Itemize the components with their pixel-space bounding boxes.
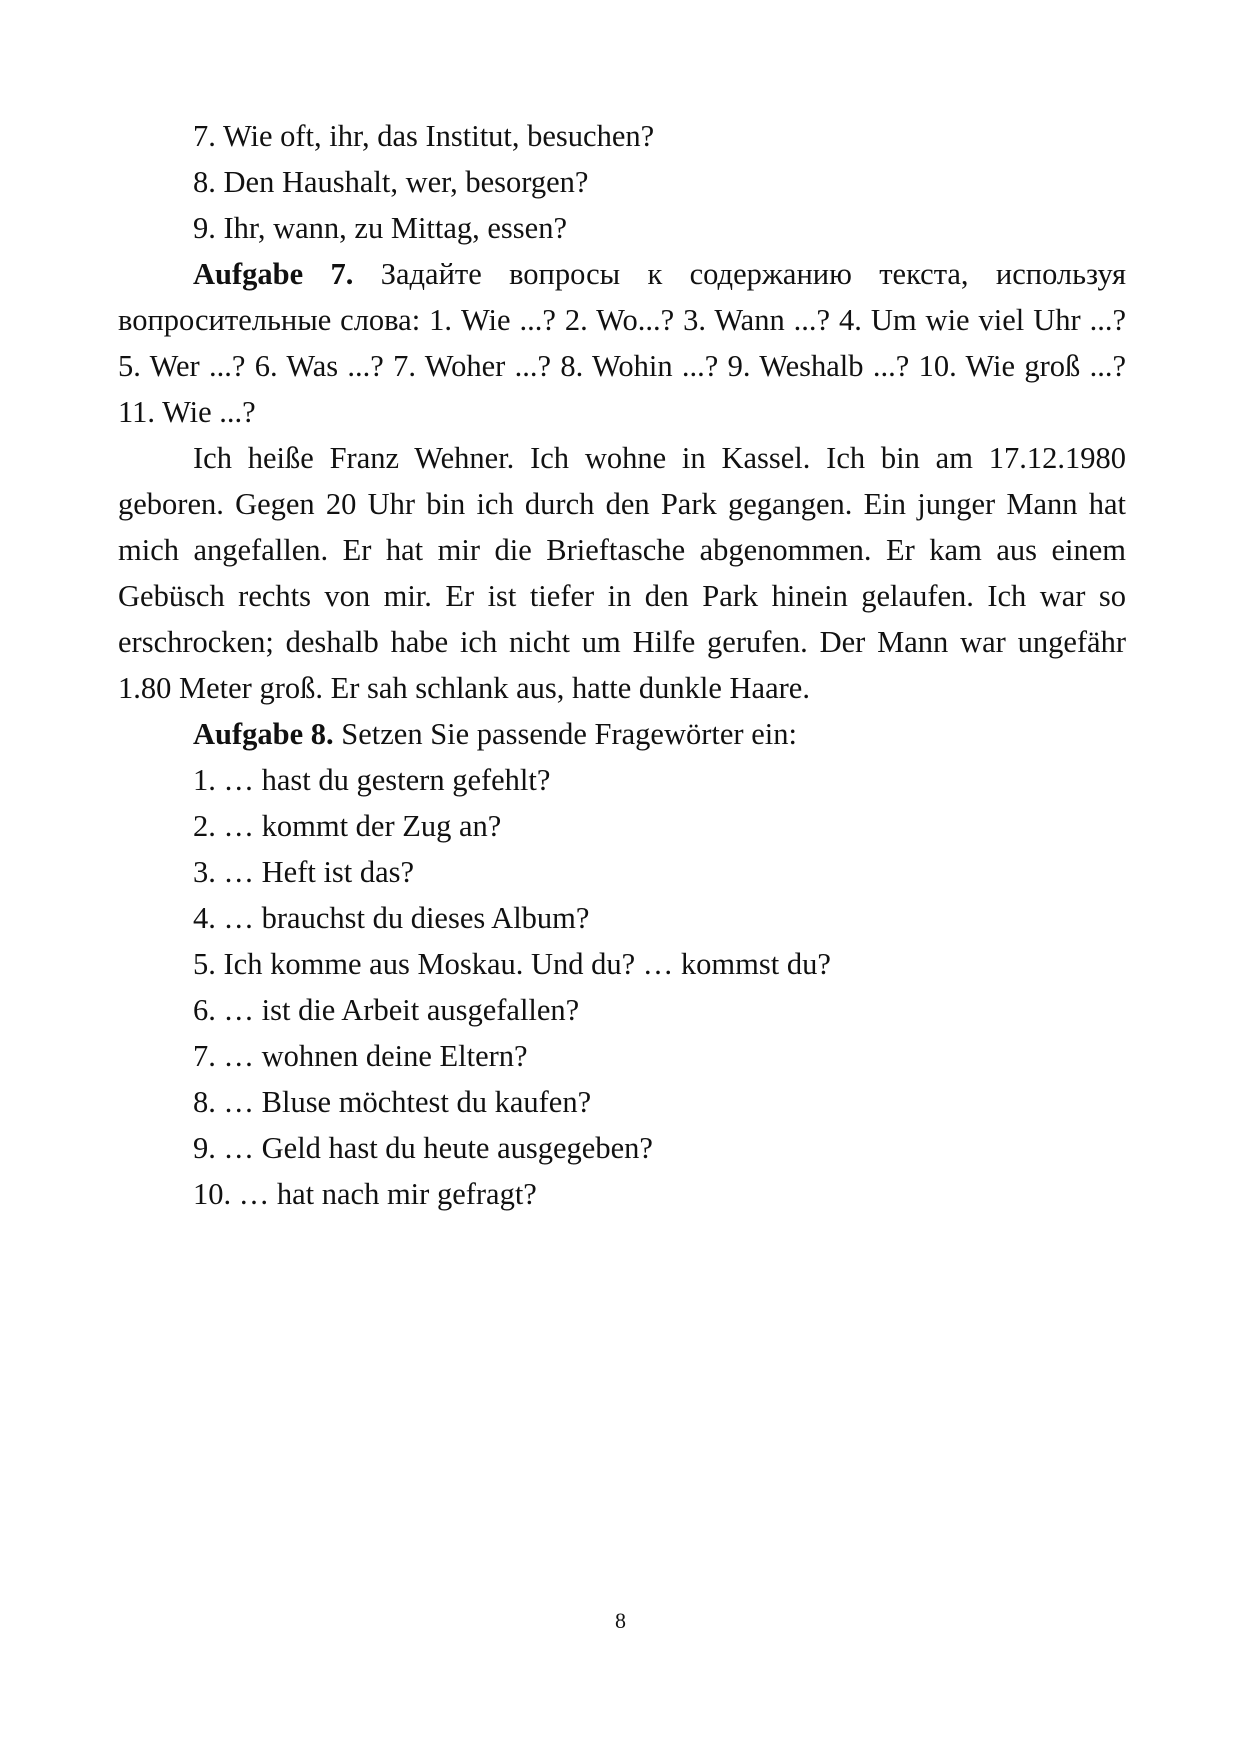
exercise-item: 4. … brauchst du dieses Album? <box>193 901 590 935</box>
exercise-item: 9. … Geld hast du heute ausgegeben? <box>193 1131 653 1165</box>
task8-label: Aufgabe 8. <box>193 717 334 751</box>
task7-reading-text: Ich heiße Franz Wehner. Ich wohne in Kassel. Ich bin am 17.12.1980 geboren. Gegen 20 Uhr bin ich durch den Park gegangen. Ein junger Mann hat mich angefallen. Er hat mir die Brieftasche abgenommen. Er kam aus einem Gebüsch rechts von mir. Er ist tiefer in den Park hinein gelaufen. Ich war so erschrocken; deshalb habe ich nicht um Hilfe gerufen. Der Mann war ungefähr 1.80 Meter groß. Er sah schlank aus, hatte dunkle Haare. <box>118 441 1126 705</box>
exercise-item: 7. Wie oft, ihr, das Institut, besuchen? <box>193 119 655 153</box>
task8-instruction-paragraph <box>118 711 1126 757</box>
exercise-item: 3. … Heft ist das? <box>193 855 415 889</box>
task7-label: Aufgabe 7. <box>193 257 354 291</box>
task7-instruction: Задайте вопросы к содержанию текста, используя вопросительные слова: 1. Wie ...? 2. Wo...? 3. Wann ...? 4. Um wie viel Uhr ...? 5. Wer ...? 6. Was ...? 7. Woher ...? 8. Wohin ...? 9. Weshalb ...? 10. Wie groß ...? 11. Wie ...? <box>118 257 1126 429</box>
exercise-item: 8. … Bluse möchtest du kaufen? <box>193 1085 592 1119</box>
exercise-item: 2. … kommt der Zug an? <box>193 809 502 843</box>
page-number: 8 <box>615 1608 626 1633</box>
task7-instruction-paragraph <box>118 251 1126 435</box>
exercise-item: 6. … ist die Arbeit ausgefallen? <box>193 993 580 1027</box>
exercise-item: 1. … hast du gestern gefehlt? <box>193 763 551 797</box>
exercise-item: 5. Ich komme aus Moskau. Und du? … kommst du? <box>193 947 831 981</box>
task8-instruction: Setzen Sie passende Fragewörter ein: <box>333 717 797 751</box>
page-body <box>118 113 1126 1217</box>
exercise-item: 7. … wohnen deine Eltern? <box>193 1039 528 1073</box>
exercise-item: 10. … hat nach mir gefragt? <box>193 1177 537 1211</box>
exercise-item: 8. Den Haushalt, wer, besorgen? <box>193 165 589 199</box>
exercise-item: 9. Ihr, wann, zu Mittag, essen? <box>193 211 567 245</box>
